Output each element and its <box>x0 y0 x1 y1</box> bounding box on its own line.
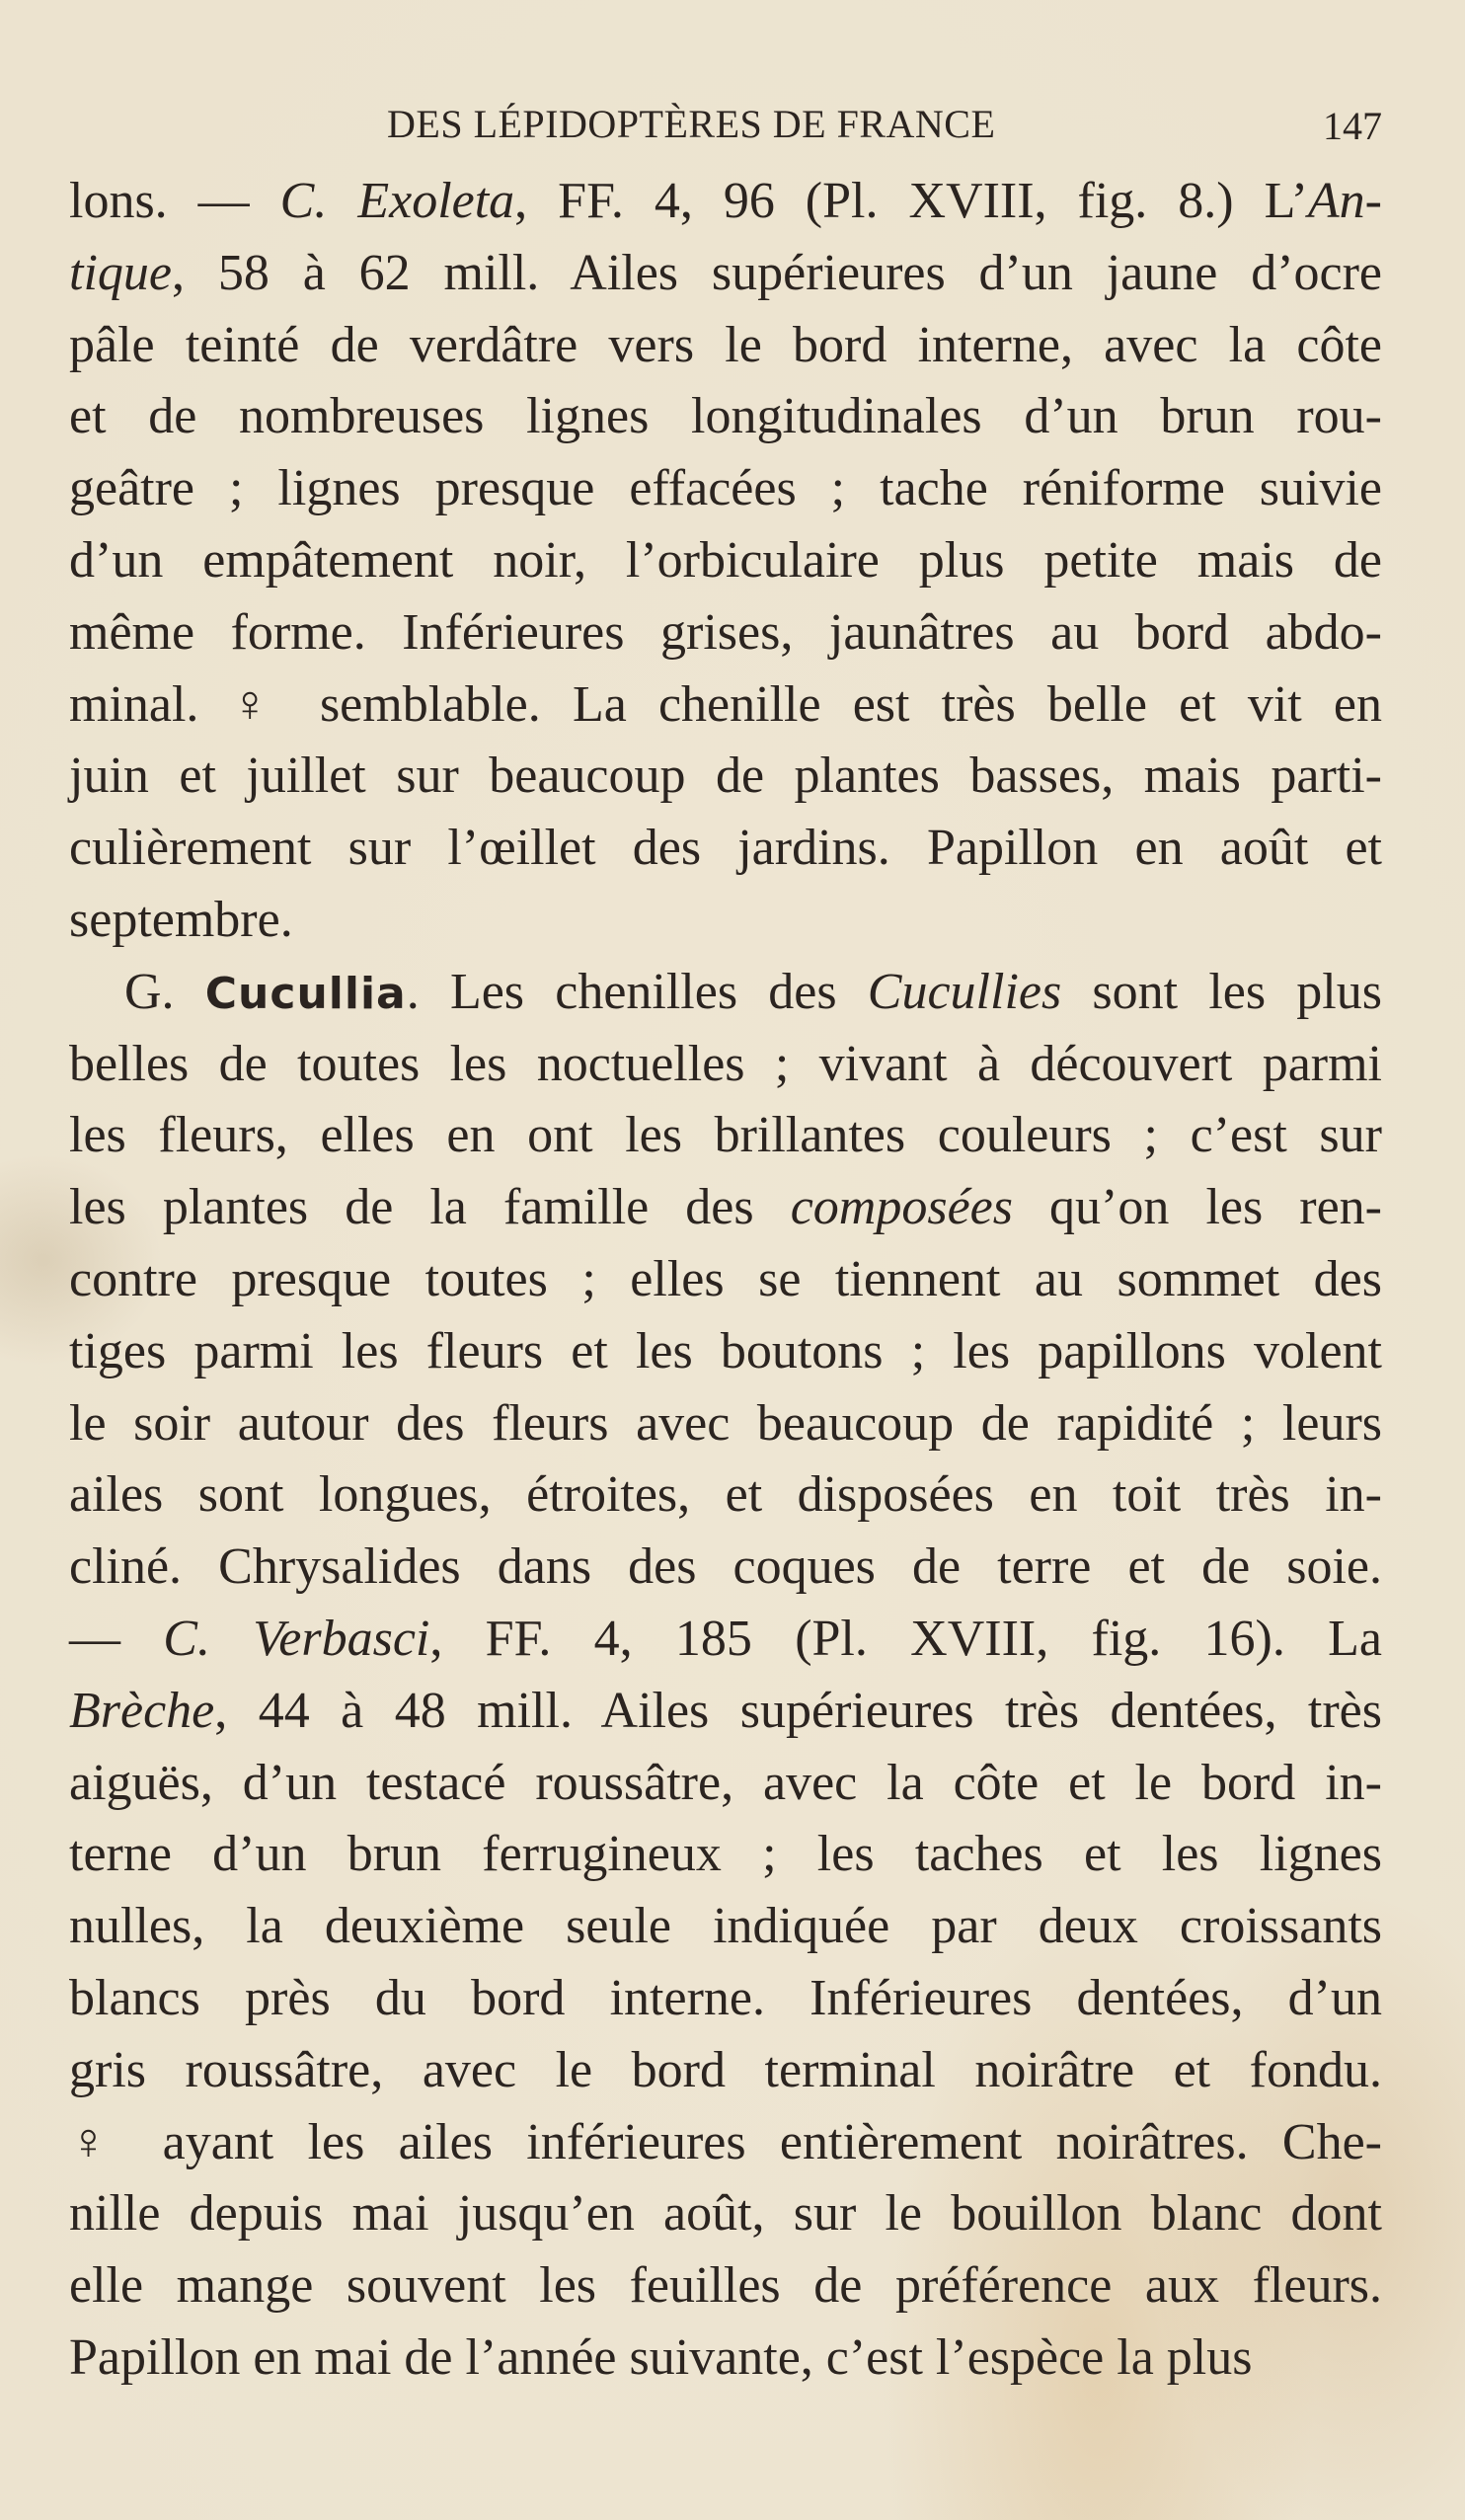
text-segment: lons. — <box>69 173 280 229</box>
text-segment: les plantes de la famille des <box>69 1179 791 1236</box>
text-segment: et de nombreuses lignes longitudinales d’un brun rou- <box>69 388 1382 445</box>
text-line <box>69 885 1382 957</box>
text-line <box>69 1676 1382 1748</box>
text-segment: nille depuis mai jusqu’en août, sur le bouillon blanc dont <box>69 2185 1382 2243</box>
text-segment: G. <box>124 963 205 1020</box>
text-segment: juin et juillet sur beaucoup de plantes basses, mais parti- <box>69 748 1382 805</box>
text-line <box>69 1459 1382 1532</box>
text-line <box>69 1172 1382 1244</box>
text-segment: minal. ♀ semblable. La chenille est très belle et vit en <box>69 675 1382 733</box>
text-segment: qu’on les ren- <box>1012 1179 1382 1236</box>
text-segment: , FF. 4, 185 (Pl. XVIII, fig. 16). La <box>429 1610 1383 1667</box>
text-segment: blancs près du bord interne. Inférieures dentées, d’un <box>69 1969 1382 2026</box>
italic-text: tique <box>69 244 172 301</box>
text-segment: , FF. 4, 96 (Pl. XVIII, fig. 8.) L’ <box>514 173 1308 229</box>
page-number: 147 <box>1323 104 1382 148</box>
text-segment: le soir autour des fleurs avec beaucoup de rapidité ; leurs <box>69 1394 1382 1452</box>
text-segment: septembre. <box>69 891 293 948</box>
text-segment: pâle teinté de verdâtre vers le bord interne, avec la côte <box>69 316 1382 373</box>
italic-text: C. Verbasci <box>163 1610 430 1667</box>
text-segment: geâtre ; lignes presque effacées ; tache réniforme suivie <box>69 460 1382 517</box>
italic-text: An- <box>1307 173 1382 229</box>
text-line <box>69 1100 1382 1172</box>
text-line <box>69 1244 1382 1316</box>
text-line <box>69 2323 1382 2395</box>
italic-text: composées <box>790 1179 1013 1236</box>
text-segment: cliné. Chrysalides dans des coques de terre et de soie. <box>69 1538 1382 1596</box>
text-segment: même forme. Inférieures grises, jaunâtres au bord abdo- <box>69 603 1382 661</box>
text-line <box>69 1316 1382 1388</box>
text-line <box>69 2107 1382 2179</box>
text-segment: , 44 à 48 mill. Ailes supérieures très dentées, très <box>214 1682 1382 1739</box>
text-line <box>69 381 1382 453</box>
text-segment: Papillon en mai de l’année suivante, c’est l’espèce la plus <box>69 2328 1253 2386</box>
italic-text: Cucullies <box>867 963 1062 1020</box>
text-line <box>69 2250 1382 2323</box>
text-line <box>69 813 1382 885</box>
text-segment: gris roussâtre, avec le bord terminal noirâtre et fondu. <box>69 2041 1382 2098</box>
text-segment: contre presque toutes ; elles se tiennent au sommet des <box>69 1250 1382 1307</box>
text-segment: terne d’un brun ferrugineux ; les taches et les lignes <box>69 1826 1382 1883</box>
text-segment: belles de toutes les noctuelles ; vivant à découvert parmi <box>69 1035 1382 1092</box>
text-line <box>69 597 1382 669</box>
text-line <box>69 2178 1382 2250</box>
text-segment: les fleurs, elles en ont les brillantes couleurs ; c’est sur <box>69 1107 1382 1164</box>
text-segment: d’un empâtement noir, l’orbiculaire plus petite mais de <box>69 531 1382 589</box>
text-line <box>69 166 1382 238</box>
text-line <box>69 453 1382 525</box>
italic-text: C. Exoleta <box>279 173 515 229</box>
running-head <box>69 101 1382 160</box>
text-segment: — <box>69 1610 164 1667</box>
running-title: DES LÉPIDOPTÈRES DE FRANCE <box>387 102 996 146</box>
text-line <box>69 1532 1382 1604</box>
text-segment: , 58 à 62 mill. Ailes supérieures d’un jaune d’ocre <box>171 244 1382 301</box>
text-segment: ♀ ayant les ailes inférieures entièrement noirâtres. Che- <box>69 2113 1382 2170</box>
text-line <box>69 2035 1382 2107</box>
text-segment: tiges parmi les fleurs et les boutons ; les papillons volent <box>69 1322 1382 1379</box>
text-line <box>69 1388 1382 1460</box>
text-line <box>69 1819 1382 1891</box>
body-text <box>69 166 1382 2395</box>
text-segment: . Les chenilles des <box>406 963 868 1020</box>
text-line <box>69 741 1382 813</box>
text-line <box>69 957 1382 1029</box>
text-line <box>69 1963 1382 2035</box>
text-line <box>69 1748 1382 1820</box>
text-segment: sont les plus <box>1061 963 1382 1020</box>
text-line <box>69 1891 1382 1963</box>
text-segment: nulles, la deuxième seule indiquée par deux croissants <box>69 1898 1382 1955</box>
text-line <box>69 238 1382 310</box>
text-line <box>69 310 1382 382</box>
text-line <box>69 669 1382 742</box>
text-line <box>69 1029 1382 1101</box>
italic-text: Brèche <box>69 1682 215 1739</box>
text-segment: culièrement sur l’œillet des jardins. Papillon en août et <box>69 820 1382 877</box>
text-segment: aiguës, d’un testacé roussâtre, avec la côte et le bord in- <box>69 1754 1382 1811</box>
text-line <box>69 1604 1382 1676</box>
bold-genus-name: Cucullia <box>204 968 407 1019</box>
text-segment: elle mange souvent les feuilles de préférence aux fleurs. <box>69 2257 1382 2315</box>
text-segment: ailes sont longues, étroites, et disposées en toit très in- <box>69 1466 1382 1524</box>
text-line <box>69 525 1382 597</box>
